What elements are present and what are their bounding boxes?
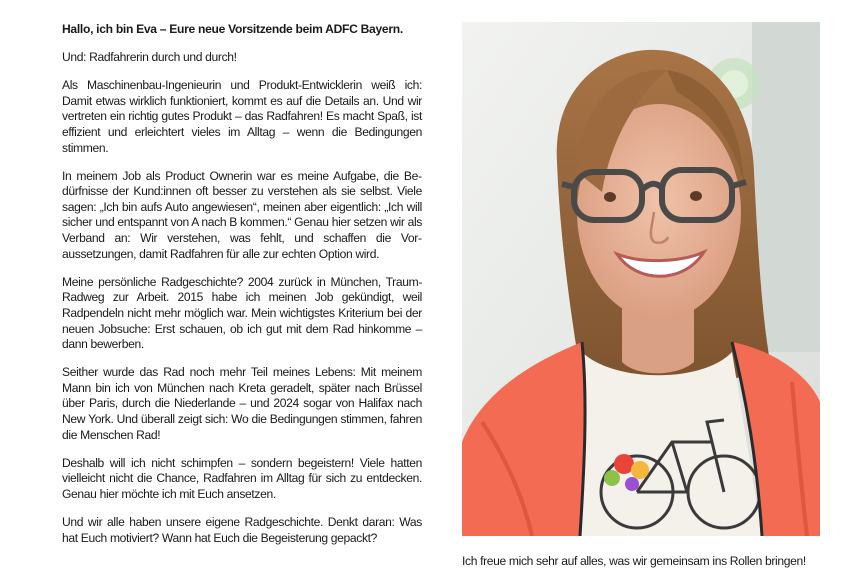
- photo-caption: Ich freue mich sehr auf alles, was wir gemeinsam ins Rollen bringen!: [462, 554, 806, 568]
- article-paragraph: Meine persönliche Radgeschichte? 2004 zurück in München, Traum-Radweg zur Arbeit. 2015 habe ich meinen Job gekündigt, weil Radpendeln nicht mehr möglich war. Mein wichtigstes Kriterium bei der neuen Jobsuche: Erst schauen, ob ich gut mit dem Rad hinkomme – dann bewerben.: [62, 274, 422, 352]
- article-body: [62, 22, 422, 559]
- article-headline: Hallo, ich bin Eva – Eure neue Vorsitzende beim ADFC Bayern.: [62, 22, 403, 36]
- portrait-photo: [462, 22, 820, 536]
- shirt: [562, 352, 762, 536]
- article-paragraph: Als Maschinenbau-Ingenieurin und Produkt-Entwicklerin weiß ich: Damit etwas wirklich funktioniert, kommt es auf die Details an. Und wir vertreten ein richtig gutes Produkt – das Radfahren! Es macht Spaß, ist effizient und erleichtert vieles im Alltag – wenn die Bedingungen stimmen.: [62, 78, 422, 155]
- portrait-illustration: [462, 22, 820, 536]
- article-paragraph: Und: Radfahrerin durch und durch!: [62, 50, 237, 65]
- article-paragraph: Deshalb will ich nicht schimpfen – sondern begeistern! Viele hatten vielleicht nicht die Chance, Radfahren im Alltag für sich zu entdecken. Genau hier möchte ich mit Euch ansetzen.: [62, 455, 422, 501]
- article-paragraph: Und wir alle haben unsere eigene Radgeschichte. Denkt daran: Was hat Euch motiviert? Wann hat Euch die Begeisterung gepackt?: [62, 514, 422, 545]
- article-paragraph: Seither wurde das Rad noch mehr Teil meines Lebens: Mit meinem Mann bin ich von München nach Kreta geradelt, später nach Brüssel über Paris, durch die Niederlande – und 2024 sogar von Halifax nach New York. Und überall zeigt sich: Wo die Bedingungen stimmen, fahren die Menschen Rad!: [62, 365, 422, 442]
- article-paragraph: In meinem Job als Product Ownerin war es meine Aufgabe, die Bedürfnisse der Kund:innen oft besser zu verstehen als sie selbst. Viele sagen: „Ich bin aufs Auto angewiesen“, meinen aber eigentlich: „Ich will sicher und entspannt von A nach B kommen.“ Genau hier setzen wir als Verband an: Wir verstehen, was fehlt, und schaffen die Voraussetzungen, damit Radfahren für alle zur echten Option wird.: [62, 168, 422, 261]
